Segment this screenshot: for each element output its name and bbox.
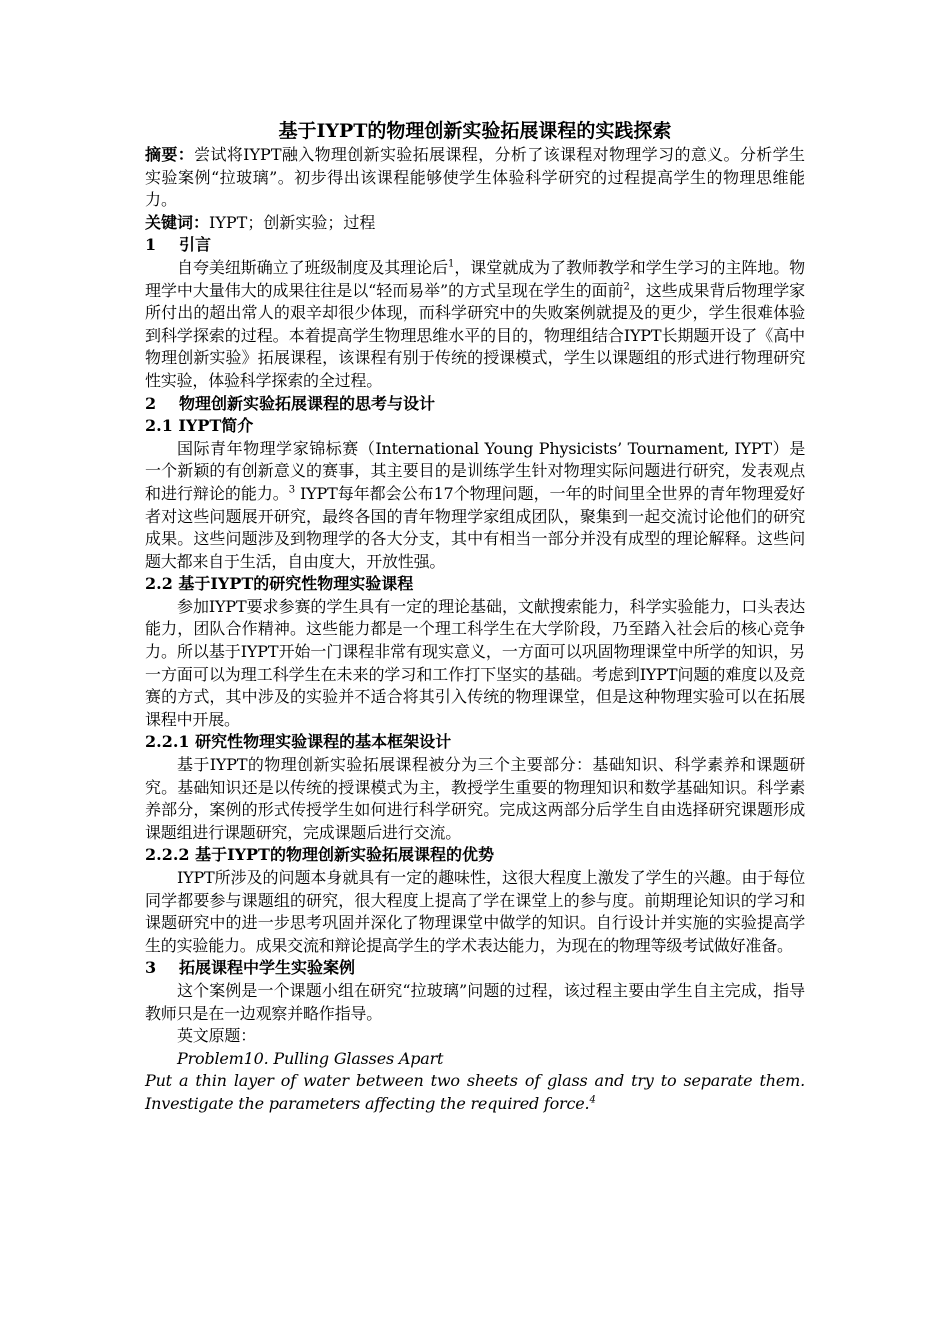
section-2-2-heading: 2.2 基于IYPT的研究性物理实验课程: [145, 574, 414, 594]
reference-mark: 4: [589, 1094, 596, 1106]
section-number: 1: [145, 235, 157, 255]
abstract-label: 摘要：: [145, 145, 195, 164]
section-3-paragraph: 这个案例是一个课题小组在研究“拉玻璃”问题的过程，该过程主要由学生自主完成，指导教师只是在一边观察并略作指导。: [145, 980, 805, 1023]
section-3-heading: [145, 957, 805, 980]
text-run: IYPT每年都会公布17个物理问题，一年的时间里全世界的青年物理爱好者对这些问题展开研究，最终各国的青年物理学家组成团队，聚集到一起交流讨论他们的研究成果。这些问题涉及到物理学的各大分支，其中有相当一部分并没有成型的理论解释。这些问题大都来自于生活，自由度大，开放性强。: [145, 483, 805, 571]
text-run: 自夸美纽斯确立了班级制度及其理论后: [177, 257, 449, 277]
section-title: 拓展课程中学生实验案例: [179, 958, 356, 978]
original-problem-label: 英文原题：: [177, 1026, 257, 1046]
text-run: Put a thin layer of water between two sheets of glass and try to separate them. Investigate the parameters affecting the required force.: [145, 1071, 805, 1113]
section-title: 物理创新实验拓展课程的思考与设计: [179, 393, 436, 413]
keywords-text: IYPT；创新实验；过程: [209, 212, 376, 232]
keywords-label: 关键词：: [145, 212, 210, 232]
section-1-paragraph: [145, 257, 805, 393]
reference-mark: 2: [623, 281, 630, 293]
abstract-text: 尝试将IYPT融入物理创新实验拓展课程，分析了该课程对物理学习的意义。分析学生实验案例“拉玻璃”。初步得出该课程能够使学生体验科学研究的过程提高学生的物理思维能力。: [145, 145, 805, 210]
section-2-1-heading: 2.1 IYPT简介: [145, 416, 254, 436]
section-1-heading: [145, 234, 805, 257]
text-run: ，这些成果背后物理学家所付出的超出常人的艰辛却很少体现，而科学研究中的失败案例就提及的更少，学生很难体验到科学探索的过程。本着提高学生物理思维水平的目的，物理组结合IYPT长期题开设了《高中物理创新实验》拓展课程，该课程有别于传统的授课模式，学生以课题组的形式进行物理研究性实验，体验科学探索的全过程。: [145, 280, 805, 390]
section-title: 引言: [179, 235, 212, 255]
problem-text: [145, 1070, 805, 1115]
keywords: [145, 212, 805, 235]
text-run: ，课堂就成为了教师教学和学生学习的主阵地。物理学中大量伟大的成果往往是以“轻而易举”的方式呈现在学生的面前: [145, 257, 805, 300]
section-number: 2: [145, 393, 157, 413]
section-2-2-1-paragraph: 基于IYPT的物理创新实验拓展课程被分为三个主要部分：基础知识、科学素养和课题研究。基础知识还是以传统的授课模式为主，教授学生重要的物理知识和数学基础知识。科学素养部分，案例的形式传授学生如何进行科学研究。完成这两部分后学生自由选择研究课题形成课题组进行课题研究，完成课题后进行交流。: [145, 755, 805, 842]
abstract: [145, 144, 805, 212]
section-2-heading: [145, 393, 805, 416]
reference-mark: 3: [288, 484, 295, 496]
section-2-2-2-heading: 2.2.2 基于IYPT的物理创新实验拓展课程的优势: [145, 845, 494, 865]
section-2-1-paragraph: [145, 438, 805, 574]
section-2-2-1-heading: 2.2.1 研究性物理实验课程的基本框架设计: [145, 732, 452, 752]
paper-page: [145, 118, 805, 1116]
problem-title: Problem10. Pulling Glasses Apart: [177, 1048, 444, 1068]
section-2-2-2-paragraph: IYPT所涉及的问题本身就具有一定的趣味性，这很大程度上激发了学生的兴趣。由于每位同学都要参与课题组的研究，很大程度上提高了学在课堂上的参与度。前期理论知识的学习和课题研究中的进一步思考巩固并深化了物理课堂中做学的知识。自行设计并实施的实验提高学生的实验能力。成果交流和辩论提高学生的学术表达能力，为现在的物理等级考试做好准备。: [145, 868, 805, 955]
reference-mark: 1: [448, 258, 455, 270]
section-2-2-paragraph: 参加IYPT要求参赛的学生具有一定的理论基础，文献搜索能力，科学实验能力，口头表达能力，团队合作精神。这些能力都是一个理工科学生在大学阶段，乃至踏入社会后的核心竞争力。所以基于IYPT开始一门课程非常有现实意义，一方面可以巩固物理课堂中所学的知识，另一方面可以为理工科学生在未来的学习和工作打下坚实的基础。考虑到IYPT问题的难度以及竞赛的方式，其中涉及的实验并不适合将其引入传统的物理课堂，但是这种物理实验可以在拓展课程中开展。: [145, 596, 805, 729]
text-run: 国际青年物理学家锦标赛（International Young Physicists’ Tournament, IYPT）是一个新颖的有创新意义的赛事，其主要目的是训练学生针对物理实际问题进行研究，发表观点和进行辩论的能力。: [145, 438, 805, 503]
section-number: 3: [145, 958, 157, 978]
paper-title: 基于IYPT的物理创新实验拓展课程的实践探索: [278, 120, 672, 142]
